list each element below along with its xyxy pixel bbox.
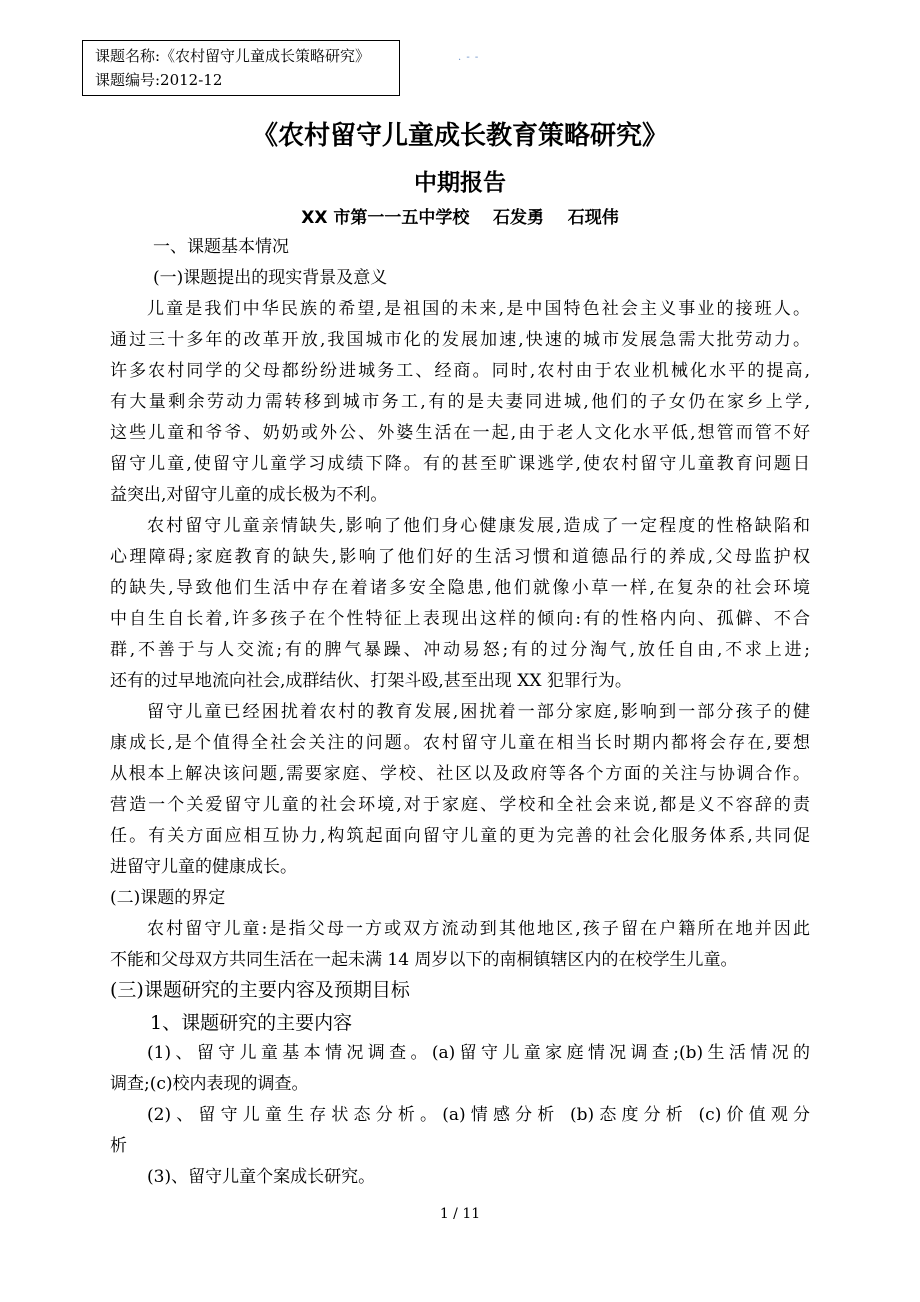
project-info-box <box>82 40 400 96</box>
paragraph-line: 进留守儿童的健康成长。 <box>110 857 297 877</box>
paragraph-line: 还有的过早地流向社会,成群结伙、打架斗殴,甚至出现 XX 犯罪行为。 <box>110 671 632 691</box>
subsection-heading: (二)课题的界定 <box>110 888 226 908</box>
paragraph-line: 任。有关方面应相互协力,构筑起面向留守儿童的更为完善的社会化服务体系,共同促 <box>110 826 810 846</box>
project-name: 课题名称:《农村留守儿童成长策略研究》 <box>95 47 371 65</box>
section-research-content <box>110 974 810 1040</box>
paragraph-line: 留守儿童已经困扰着农村的教育发展,困扰着一部分家庭,影响到一部分孩子的健 <box>147 702 810 722</box>
paragraph-line: 营造一个关爱留守儿童的社会环境,对于家庭、学校和全社会来说,都是义不容辞的责 <box>110 795 810 815</box>
paragraph-line: 中自生自长着,许多孩子在个性特征上表现出这样的倾向:有的性格内向、孤僻、不合 <box>110 609 810 629</box>
paragraph-line: 留守儿童,使留守儿童学习成绩下降。有的甚至旷课逃学,使农村留守儿童教育问题日 <box>110 454 810 474</box>
sub-subsection-heading: 1、课题研究的主要内容 <box>150 1012 353 1034</box>
paragraph-line: 从根本上解决该问题,需要家庭、学校、社区以及政府等各个方面的关注与协调合作。 <box>110 764 810 784</box>
paragraph-line: 农村留守儿童亲情缺失,影响了他们身心健康发展,造成了一定程度的性格缺陷和 <box>147 516 810 536</box>
list-item-line: 调查;(c)校内表现的调查。 <box>110 1074 309 1094</box>
paragraph-line: 不能和父母双方共同生活在一起未满 14 周岁以下的南桐镇辖区内的在校学生儿童。 <box>110 950 738 970</box>
paragraph-line: 通过三十多年的改革开放,我国城市化的发展加速,快速的城市发展急需大批劳动力。 <box>110 330 810 350</box>
document-title: 《农村留守儿童成长教育策略研究》 <box>251 121 668 151</box>
section-definition <box>110 883 810 976</box>
paragraph-line: 儿童是我们中华民族的希望,是祖国的未来,是中国特色社会主义事业的接班人。 <box>147 299 810 319</box>
research-items <box>110 1038 810 1193</box>
corner-mark: . - - <box>458 52 480 63</box>
paragraph-line: 许多农村同学的父母都纷纷进城务工、经商。同时,农村由于农业机械化水平的提高, <box>110 361 810 381</box>
authors-line: XX 市第一一五中学校 石发勇 石现伟 <box>301 208 619 228</box>
list-item-line: (1)、留守儿童基本情况调查。(a)留守儿童家庭情况调查;(b)生活情况的 <box>147 1043 810 1063</box>
project-number: 课题编号:2012-12 <box>95 71 223 89</box>
list-item-line: 析 <box>110 1136 127 1156</box>
document-subtitle: 中期报告 <box>414 170 506 196</box>
section-heading: 一、课题基本情况 <box>153 237 289 257</box>
paragraph-line: 益突出,对留守儿童的成长极为不利。 <box>110 485 388 505</box>
paragraph-line: 群,不善于与人交流;有的脾气暴躁、冲动易怒;有的过分淘气,放任自由,不求上进; <box>110 640 810 660</box>
paragraph-line: 有大量剩余劳动力需转移到城市务工,有的是夫妻同进城,他们的子女仍在家乡上学, <box>110 392 810 412</box>
section-1 <box>110 232 810 294</box>
subsection-heading: (一)课题提出的现实背景及意义 <box>153 268 388 288</box>
subsection-heading: (三)课题研究的主要内容及预期目标 <box>110 979 410 1001</box>
list-item-line: (3)、留守儿童个案成长研究。 <box>147 1167 376 1187</box>
paragraph-line: 的缺失,导致他们生活中存在着诸多安全隐患,他们就像小草一样,在复杂的社会环境 <box>110 578 810 598</box>
paragraph-significance <box>110 697 810 883</box>
paragraph-background <box>110 294 810 511</box>
page-number: 1 / 11 <box>439 1206 481 1222</box>
paragraph-line: 农村留守儿童:是指父母一方或双方流动到其他地区,孩子留在户籍所在地并因此 <box>147 919 810 939</box>
paragraph-impact <box>110 511 810 697</box>
paragraph-line: 这些儿童和爷爷、奶奶或外公、外婆生活在一起,由于老人文化水平低,想管而管不好 <box>110 423 810 443</box>
list-item-line: (2)、留守儿童生存状态分析。(a)情感分析 (b)态度分析 (c)价值观分 <box>147 1105 810 1125</box>
paragraph-line: 心理障碍;家庭教育的缺失,影响了他们好的生活习惯和道德品行的养成,父母监护权 <box>110 547 810 567</box>
paragraph-line: 康成长,是个值得全社会关注的问题。农村留守儿童在相当长时期内都将会存在,要想 <box>110 733 810 753</box>
